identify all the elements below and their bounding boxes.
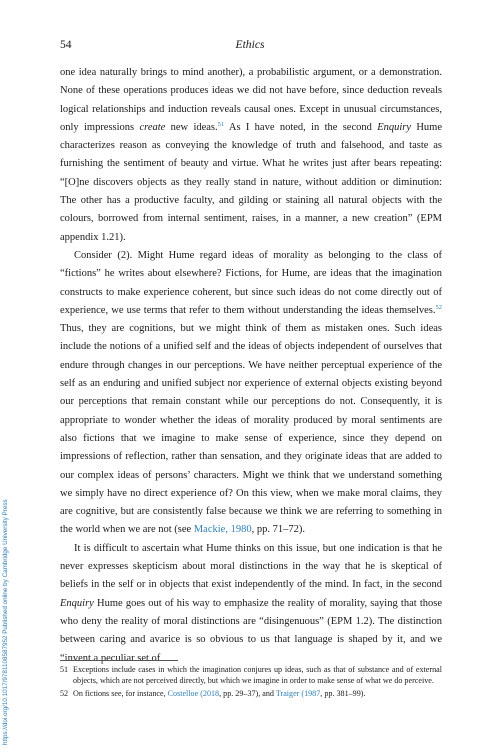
citation-traiger-1987[interactable]: Traiger (1987: [275, 688, 321, 698]
paragraph-1: one idea naturally brings to mind another), a probabilistic argument, or a demonstration. None of these operations produces ideas we did not have before, since deduction reveals logical relationships and induction reveals causal ones. Except in unusual circumstances, only impressions create new ideas.$^{51}$ As I have noted, in the second Enquiry Hume characterizes reason as conveying the knowledge of truth and falsehood, and taste as furnishing the sentiment of beauty and virtue. What he writes just after bears repeating: “[O]ne discovers objects as they really stand in nature, without addition or diminution: The other has a productive faculty, and gilding or staining all natural objects with the colours, borrowed from internal sentiment, raises, in a manner, a new creation” (EPM appendix 1.21).: [60, 67, 442, 243]
footnote-52: [60, 688, 442, 699]
paragraph-2: Consider (2). Might Hume regard ideas of morality as belonging to the class of “fictions” he writes about elsewhere? Fictions, for Hume, are ideas that the imagination constructs to make experience coherent, but since such ideas do not come directly out of experience, we use terms that refer to them without understanding the ideas themselves.$^{52}$ Thus, they are cognitions, but we might think of them as mistaken ones. Such ideas include the notions of a unified self and the ideas of objects independent of ourselves that endure through changes in our perceptions. We have neither perceptual experience of the self as an enduring and unified subject nor experience of external objects existing beyond our perceptions that remain constant while our perceptions do not. Consequently, it is appropriate to wonder whether the ideas of morality produced by moral sentiments are also fictions that we imagine to make sense of experience, since they depend on impressions of reflection, rather than sensation, and they originate ideas that are added to our complex ideas of persons’ characters. Might we think that we understand something we simply have no direct experience of? On this view, when we make moral claims, they are cognitive, but are consistently false because we think we are referring to something in the world when we are not (see Mackie, 1980, pp. 71–72).: [60, 249, 442, 536]
footnote-divider: [60, 660, 178, 661]
emphasis-enquiry: Enquiry: [60, 597, 94, 609]
emphasis-create: create: [139, 121, 166, 133]
page-number: 54: [60, 38, 72, 51]
page-header: [60, 38, 440, 58]
footnote-number: 51: [60, 665, 69, 674]
footnotes: [60, 664, 442, 700]
citation-mackie-1980[interactable]: Mackie, 1980: [193, 524, 252, 536]
emphasis-enquiry: Enquiry: [377, 121, 412, 133]
doi-link[interactable]: https://doi.org/10.1017/9781108587952 Published online by Cambridge University Press: [2, 499, 9, 745]
footnote-51: [60, 664, 442, 687]
footnote-text: On fictions see, for instance, Costelloe (2018, pp. 29–37), and Traiger (1987, pp. 381–99).: [73, 688, 366, 698]
body-text: [60, 64, 442, 668]
footnote-number: 52: [60, 688, 69, 698]
footnote-ref-52[interactable]: 52: [435, 303, 442, 311]
running-head: Ethics: [235, 38, 265, 51]
paragraph-3: It is difficult to ascertain what Hume thinks on this issue, but one indication is that he never expresses skepticism about moral distinctions in the way that he is skeptical of beliefs in the self or in objects that exist independently of the mind. In fact, in the second Enquiry Hume goes out of his way to emphasize the reality of morality, saying that those who deny the reality of moral distinctions are “disingenuous” (EPM 1.2). The distinction between caring and avarice is so obvious to us that language is shaped by it, and we “invent a peculiar set of: [60, 542, 442, 664]
footnote-text: Exceptions include cases in which the imagination conjures up ideas, such as that of substance and of external objects, which are not perceived directly, but which we imagine in order to make sense of what we do perceive.: [73, 665, 442, 686]
footnote-ref-51[interactable]: 51: [217, 120, 225, 128]
citation-costelloe-2018[interactable]: Costelloe (2018: [167, 688, 220, 698]
